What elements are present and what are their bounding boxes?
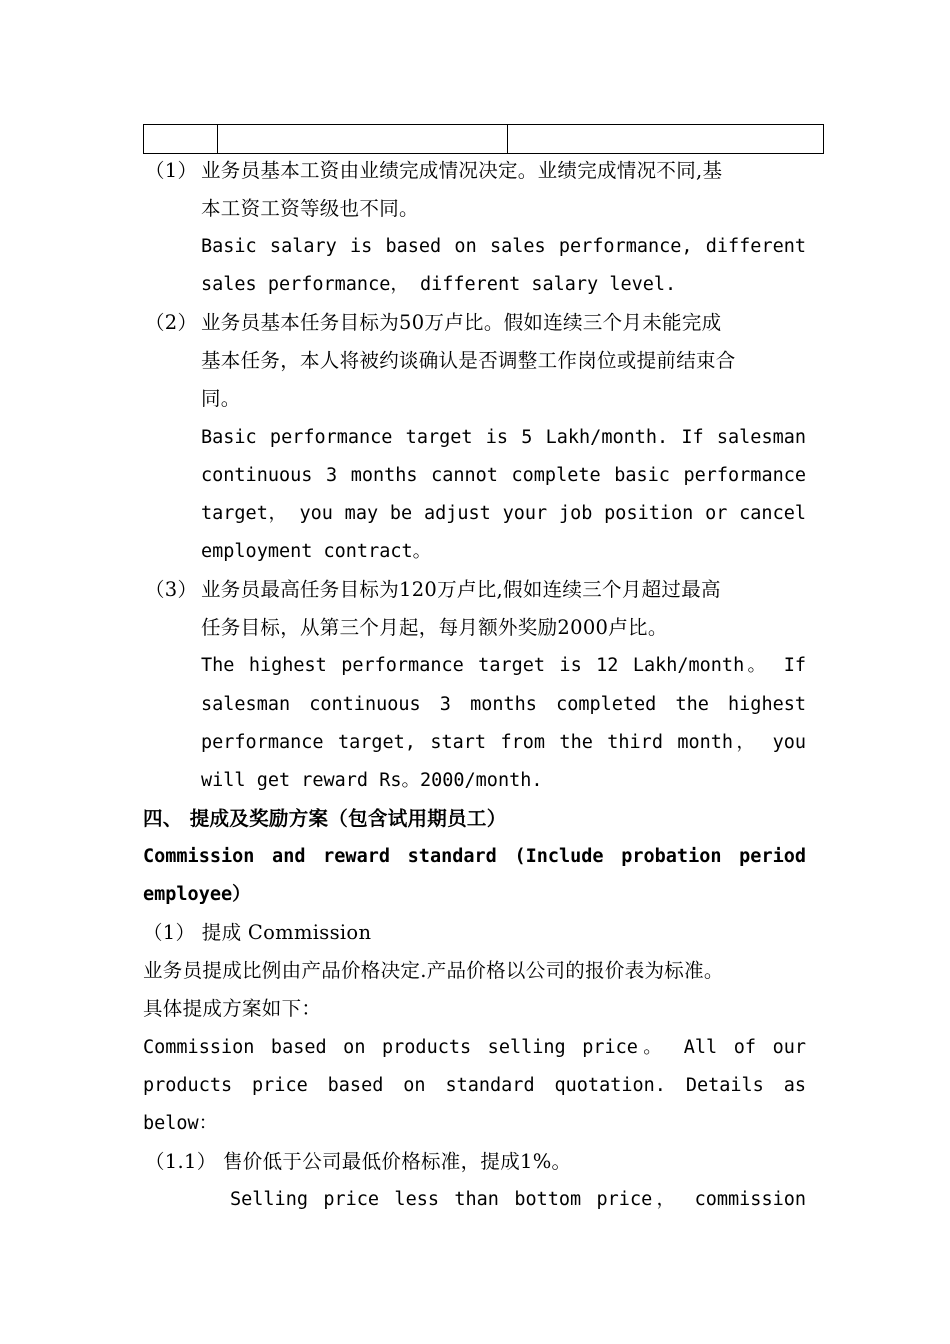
paragraph-en: Commission based on products selling price。 All of our [143, 1037, 806, 1058]
item-text-en: salesman continuous 3 months completed the highest [201, 694, 806, 715]
item-text-en: Basic salary is based on sales performance, different [201, 236, 806, 257]
item-text-en: target， you may be adjust your job position or cancel [201, 503, 806, 524]
table-divider [507, 125, 508, 153]
item-text-en: sales performance， different salary level. [201, 274, 677, 295]
item-text-zh: 同。 [201, 387, 241, 410]
item-text-zh: 业务员最高任务目标为120万卢比,假如连续三个月超过最高 [201, 578, 721, 601]
item-text-en: employment contract。 [201, 541, 432, 562]
section-heading-en: employee） [143, 884, 251, 905]
table-divider [217, 125, 218, 153]
paragraph-en: products price based on standard quotation. Details as [143, 1075, 806, 1096]
subsection-label: （1.1） 售价低于公司最低价格标准，提成1%。 [145, 1150, 572, 1173]
item-text-en: Basic performance target is 5 Lakh/month. If salesman [201, 427, 806, 448]
item-text-zh: 基本任务，本人将被约谈确认是否调整工作岗位或提前结束合 [201, 349, 736, 372]
item-text-zh: 本工资工资等级也不同。 [201, 197, 419, 220]
item-text-en: will get reward Rs。2000/month. [201, 770, 543, 791]
paragraph-en: Selling price less than bottom price， commission [230, 1189, 806, 1210]
section-heading-en: Commission and reward standard (Include probation period [143, 846, 806, 867]
item-text-en: continuous 3 months cannot complete basic performance [201, 465, 806, 486]
subsection-label: （1） 提成 Commission [143, 921, 372, 944]
item-text-zh: 业务员基本工资由业绩完成情况决定。业绩完成情况不同,基 [201, 159, 723, 182]
paragraph-zh: 业务员提成比例由产品价格决定.产品价格以公司的报价表为标准。 [143, 959, 724, 982]
item-text-zh: 业务员基本任务目标为50万卢比。假如连续三个月未能完成 [201, 311, 722, 334]
item-text-en: The highest performance target is 12 Lakh/month。 If [201, 655, 806, 676]
paragraph-zh: 具体提成方案如下： [143, 997, 322, 1020]
paragraph-en: below： [143, 1113, 218, 1134]
item-text-en: performance target, start from the third month， you [201, 732, 806, 753]
item-number: （2） [145, 311, 198, 334]
item-text-zh: 任务目标，从第三个月起，每月额外奖励2000卢比。 [201, 616, 668, 639]
table-fragment [143, 124, 824, 154]
section-heading-zh: 四、 提成及奖励方案（包含试用期员工） [143, 807, 507, 830]
item-number: （3） [145, 578, 198, 601]
item-number: （1） [145, 159, 198, 182]
